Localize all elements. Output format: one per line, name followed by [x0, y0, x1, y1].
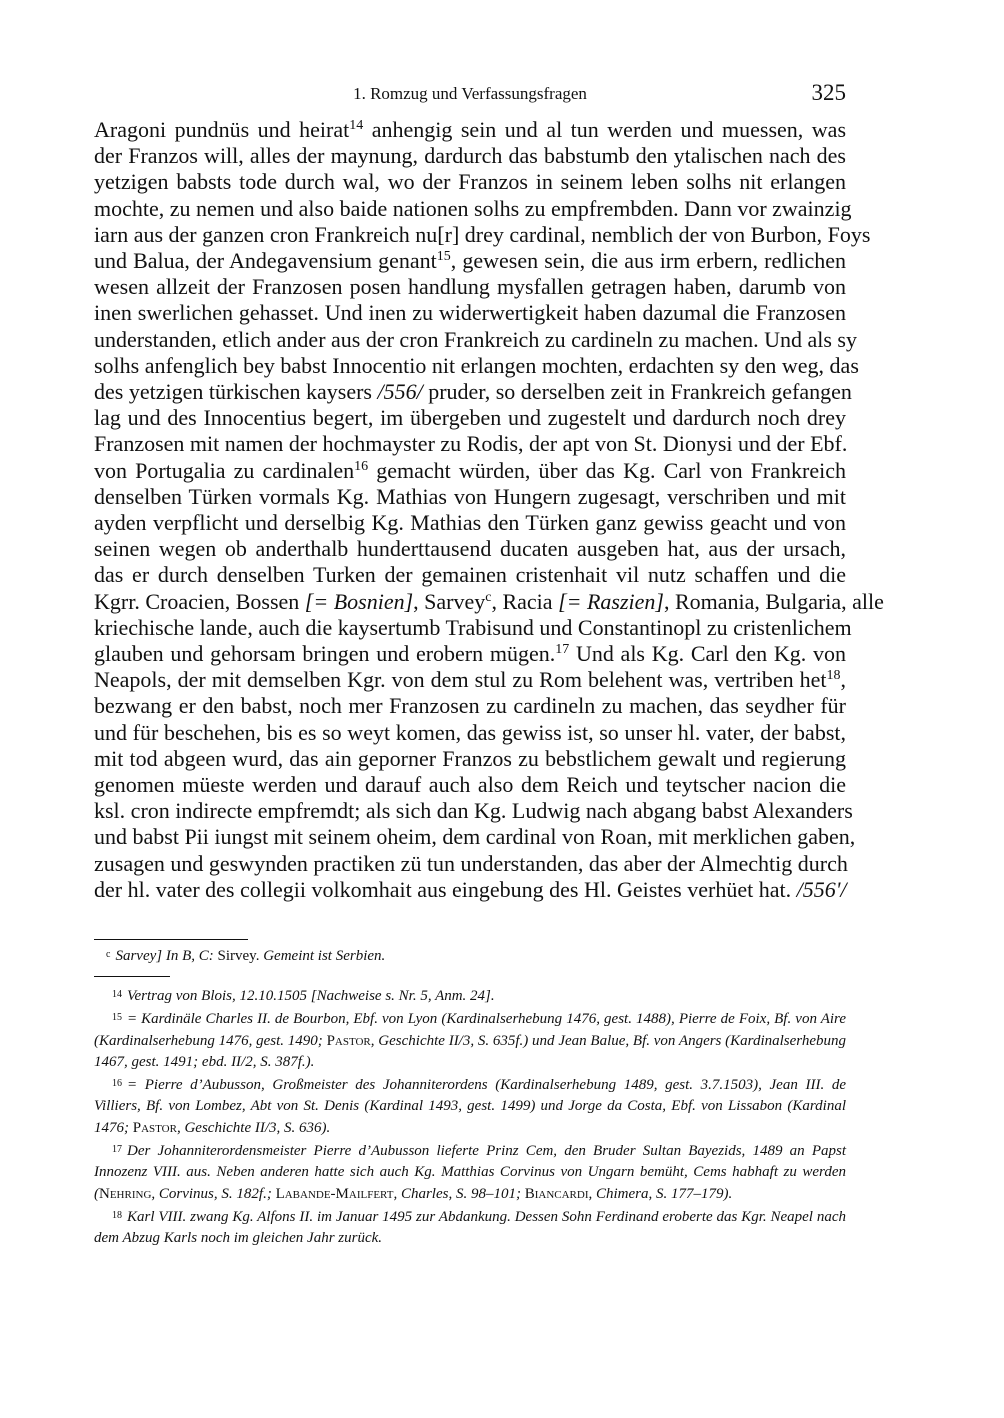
text-line [94, 746, 846, 772]
footnote-text: Vertrag von Blois, 12.10.1505 [Nachweise s. Nr. 5, Anm. 24]. [127, 988, 495, 1004]
chapter-title: 1. Romzug und Verfassungsfragen [353, 84, 587, 103]
text-segment: und für beschehen, bis es so weyt komen, das gewiss ist, so unser hl. vater, der babst, [94, 719, 846, 745]
text-segment: , Sarvey [413, 588, 486, 614]
text-line [94, 772, 846, 798]
footnote-text: , Corvinus, S. 182f.; [151, 1185, 276, 1202]
text-segment: solhs anfenglich bey babst Innocentio nit erlangen mochten, erdachten sy den weg, das [94, 352, 859, 378]
text-line [94, 352, 859, 379]
text-segment: bezwang er den babst, noch mer Franzosen zu cardineln zu machen, das seydher für [94, 693, 846, 719]
footnote [94, 1205, 846, 1250]
text-line [94, 431, 846, 457]
author-name: Pastor [326, 1032, 371, 1049]
text-line [94, 588, 884, 615]
text-segment: kriechische lande, auch die kaysertumb Trabisund und Constantinopl zu cristenlichem [94, 614, 852, 640]
text-segment: anhengig sein und al tun werden und muessen, was [363, 117, 847, 142]
text-line [94, 798, 853, 824]
text-line [94, 824, 856, 850]
text-line [94, 458, 846, 484]
text-segment: des yetzigen türkischen kaysers [94, 379, 378, 405]
note-reference: 17 [555, 642, 570, 658]
text-line [94, 379, 852, 405]
text-line [94, 484, 846, 510]
text-segment: lag und des Innocentius begert, im übergeben und zugestelt und dardurch noch drey [94, 405, 846, 431]
text-segment: ayden verpflicht und derselbig Kg. Mathias den Türken ganz gewiss geacht und von [94, 510, 846, 536]
text-segment: das er durch denselben Turken der gemainen cristenhait vil nutz schaffen und die [94, 562, 846, 588]
running-head [94, 80, 846, 110]
text-segment: iarn aus der ganzen cron Frankreich nu[r] drey cardinal, nemblich der von Burbon, Foys [94, 221, 871, 247]
text-segment: pruder, so derselben zeit in Frankreich gefangen [422, 379, 852, 405]
text-segment: mit tod abgeen wurd, das ain geporner Franzos zu bebstlichem gewalt und regierung [94, 745, 846, 771]
text-segment: und Balua, der Andegavensium genant [94, 248, 437, 274]
footnote-number: 14 [112, 989, 122, 1000]
main-paragraph [94, 117, 884, 903]
text-line [94, 221, 871, 248]
footnote-text: , Chimera, S. 177–179). [588, 1185, 733, 1202]
text-segment: der Franzos will, alles der maynung, dardurch das babstumb den ytalischen nach des [94, 143, 846, 169]
text-segment: yetzigen babsts tode durch wal, wo der Franzos in seinem leben solhs nit erlangen [94, 169, 846, 195]
text-line [94, 169, 846, 195]
footnote-text: = Pierre d’Aubusson, Großmeister des Johanniterordens (Kardinalserhebung 1489, gest. 3.7.1503), Jean III. de Villiers, Bf. von Lombez, Abt von St. Denis (Kardinal 1493, gest. 1499) und Jorge da Costa, Ebf. von Lissabon (Kardinal 1476; [94, 1077, 846, 1136]
text-segment: der hl. vater des collegii volkomhait aus eingebung des Hl. Geistes verhüet hat. [94, 876, 797, 902]
note-reference: 15 [436, 249, 451, 265]
footnote-text: , Charles, S. 98–101; [393, 1185, 525, 1202]
text-line [94, 877, 846, 903]
text-segment: Kgrr. Croacien, Bossen [94, 588, 305, 614]
text-line [94, 641, 846, 667]
apparatus-rule [94, 939, 248, 940]
footnote [94, 1139, 846, 1205]
text-segment: und babst Pii iungst mit seinem oheim, dem cardinal von Roan, mit merklichen gaben, [94, 824, 856, 850]
apparatus-lemma: Sarvey] In B, C: [115, 948, 214, 964]
text-segment: glauben und gehorsam bringen und erobern mügen. [94, 641, 556, 667]
apparatus-mark: c [106, 949, 111, 960]
text-segment: wesen allzeit der Franzosen posen handlung mysfallen getragen haben, darumb von [94, 274, 846, 300]
footnote [94, 1007, 846, 1073]
text-line [94, 562, 846, 588]
text-segment: Franzosen mit namen der hochmayster zu Rodis, der apt von St. Dionysi und der Ebf. [94, 431, 848, 457]
text-line [94, 720, 846, 746]
text-segment: seinen wegen ob anderthalb hunderttausend ducaten ausgeben hat, aus der ursach, [94, 536, 846, 562]
text-segment: ksl. cron indirecte empfremdt; als sich dan Kg. Ludwig nach abgang babst Alexanders [94, 798, 853, 824]
page-number: 325 [811, 80, 846, 105]
note-reference: c [485, 589, 492, 605]
text-line [94, 195, 852, 222]
note-reference: 16 [354, 458, 369, 474]
text-segment: gemacht würden, über das Kg. Carl von Frankreich [368, 457, 846, 483]
footnote-text: Der Johanniterordensmeister Pierre d’Aubusson lieferte Prinz Cem, den Bruder Sultan Bayezids, 1489 an Papst Innozenz VIII. aus. Neben anderen hatte sich auch Kg. Matthias Corvinus von Ungarn bemüht, Cems habhaft zu werden ( [94, 1143, 846, 1202]
editorial-mark: [= Bosnien] [304, 588, 414, 614]
text-segment: Aragoni pundnüs und heirat [94, 117, 350, 142]
text-segment: zusagen und geswynden practiken zü tun understanden, das aber der Almechtig durch [94, 850, 848, 876]
editorial-mark: /556/ [377, 379, 423, 405]
text-line [94, 248, 846, 274]
text-segment: , [840, 667, 846, 693]
main-text [94, 117, 884, 903]
author-name: Pastor [132, 1119, 177, 1136]
editorial-mark: [= Raszien] [558, 588, 664, 614]
text-line [94, 405, 846, 431]
text-line [94, 614, 852, 641]
footnote-text: = Kardinäle Charles II. de Bourbon, Ebf. von Lyon (Kardinalserhebung 1476, gest. 1488), Pierre de Foix, Bf. von Aire (Kardinalserhebung 1476, gest. 1490; [94, 1011, 846, 1049]
text-line [94, 326, 857, 353]
text-segment: genomen müeste werden und darauf auch also dem Reich und teytscher nacion die [94, 772, 846, 798]
footnote-rule [94, 976, 170, 977]
author-name: Biancardi [524, 1185, 589, 1202]
text-line [94, 300, 846, 326]
footnote [94, 1073, 846, 1139]
text-line [94, 536, 846, 562]
note-reference: 18 [826, 668, 841, 684]
text-line [94, 667, 846, 693]
footnote-number: 17 [112, 1144, 122, 1156]
apparatus-reading: Sirvey. [217, 948, 260, 964]
text-segment: inen swerlichen gehasset. Und inen zu widerwertigkeit haben dazumal die Franzosen [94, 300, 846, 326]
text-segment: Und als Kg. Carl den Kg. von [569, 641, 846, 667]
text-line [94, 510, 846, 536]
text-line [94, 693, 846, 719]
text-line [94, 143, 846, 169]
editorial-mark: /556'/ [796, 876, 847, 902]
text-segment: denselben Türken vormals Kg. Mathias von Hungern zugesagt, verschriben und mit [94, 483, 846, 509]
text-line [94, 274, 846, 300]
footnote-number: 16 [112, 1078, 122, 1090]
critical-apparatus [94, 946, 846, 965]
author-name: Nehring [99, 1185, 152, 1202]
text-line [94, 851, 846, 877]
note-reference: 14 [349, 118, 364, 133]
text-segment: understanden, etlich ander aus der cron Frankreich zu cardineln zu machen. Und als sy [94, 326, 857, 352]
footnote [94, 984, 846, 1007]
footnote-text: , Geschichte II/3, S. 636). [176, 1119, 331, 1136]
text-segment: , Racia [491, 588, 559, 614]
footnotes [94, 984, 846, 1250]
text-segment: , Romania, Bulgaria, alle [663, 588, 884, 614]
footnote-text: Karl VIII. zwang Kg. Alfons II. im Januar 1495 zur Abdankung. Dessen Sohn Ferdinand eroberte das Kgr. Neapel nach dem Abzug Karls noch im gleichen Jahr zurück. [94, 1208, 846, 1247]
text-segment: Neapols, der mit demselben Kgr. von dem stul zu Rom belehent was, vertriben het [94, 667, 827, 693]
text-line [94, 117, 846, 143]
text-segment: von Portugalia zu cardinalen [94, 457, 355, 483]
text-segment: mochte, zu nemen und also baide nationen solhs zu empfrembden. Dann vor zwainzig [94, 195, 852, 221]
footnote-text: , Geschichte II/3, S. 635f.) und Jean Balue, Bf. von Angers (Kardinalserhebung 1467, gest. 1491; ebd. II/2, S. 387f.). [94, 1032, 846, 1070]
footnote-number: 18 [112, 1209, 122, 1221]
text-segment: , gewesen sein, die aus irm erbern, redlichen [450, 248, 846, 274]
apparatus-comment: Gemeint ist Serbien. [263, 948, 386, 964]
author-name: Labande-Mailfert [275, 1185, 394, 1202]
footnote-number: 15 [112, 1012, 122, 1024]
